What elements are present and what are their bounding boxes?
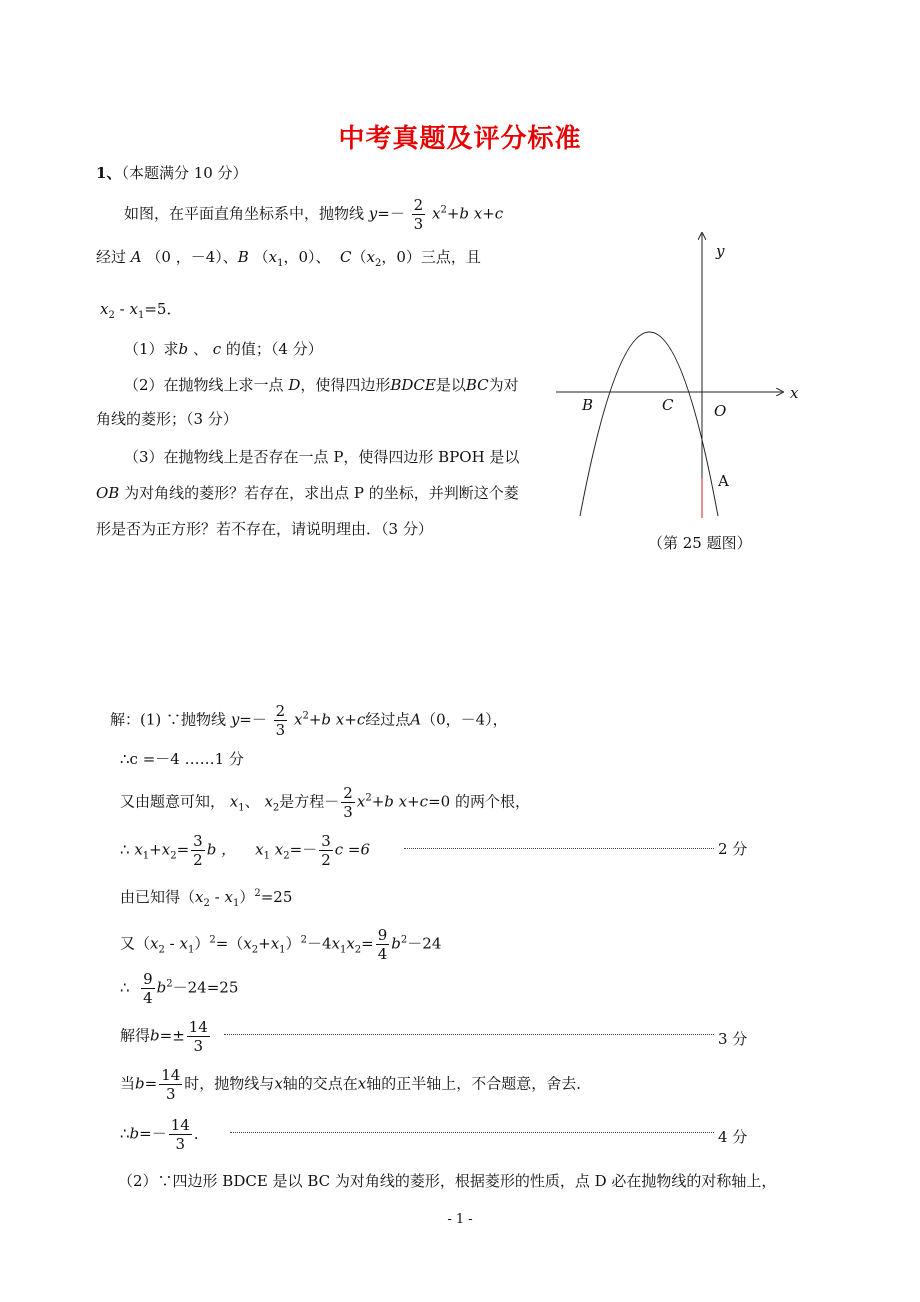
figure-caption: （第 25 题图） <box>648 534 752 552</box>
score-3: 3 分 <box>718 1030 748 1048</box>
score-leader-4 <box>230 1132 714 1133</box>
question-part-3-cont: OB 为对角线的菱形？若存在，求出点 P 的坐标，并判断这个菱 <box>96 484 519 502</box>
point-a-label: A <box>718 472 729 490</box>
parabola-graph <box>552 228 790 528</box>
score-leader-2 <box>404 848 714 849</box>
fraction-two-thirds: $\frac{2}{3}$ <box>413 196 424 233</box>
parabola-figure <box>552 228 799 528</box>
score-4: 4 分 <box>718 1128 748 1146</box>
question-part-2: （2）在抛物线上求一点 D，使得四边形BDCE是以BC为对 <box>124 376 519 394</box>
solution-line-3: 又由题意可知， $x_1$、 $x_2$是方程－ $\frac{2}{3}$ $x^2+b$ x+c=0 的两个根， <box>120 784 530 821</box>
parabola-curve <box>580 332 718 516</box>
question-points-line: 经过 A （0 ，－4）、B （$x_1$，0）、 $C(x_2$，0）三点，且 <box>96 248 481 269</box>
solution-line-1: 解：(1) ∵抛物线 y=－ $\frac{2}{3}$ $x^2+b$ x+c经过点A（0，－4）， <box>110 702 508 739</box>
question-part-3: （3）在抛物线上是否存在一点 P，使得四边形 BPOH 是以 <box>124 448 520 466</box>
origin-label: O <box>714 402 727 420</box>
x-axis-label: x <box>790 384 799 402</box>
page-number: - 1 - <box>447 1212 473 1227</box>
question-header <box>96 162 248 183</box>
question-part-3-end: 形是否为正方形？若不存在，请说明理由．（3 分） <box>96 520 433 538</box>
question-part-1: （1）求b 、 c 的值；（4 分） <box>124 340 323 358</box>
solution-line-6: 又$(x_2 - x_1)^2=(x_2+x_1)^2-4x_1x_2=$ $\frac{9}{4}$ $b^2-24$ <box>120 926 442 963</box>
solution-line-7: ∴ $\frac{9}{4}$ $b^2-24=25$ <box>120 970 239 1007</box>
solution-line-11: （2）∵四边形 BDCE 是以 BC 为对角线的菱形，根据菱形的性质，点 D 必在抛物线的对称轴上， <box>118 1172 777 1190</box>
question-intro: 如图，在平面直角坐标系中，抛物线 y=－ $\frac{2}{3}$ $x^2+b$ x+c <box>124 196 504 233</box>
solution-line-5: 由已知得$(x_2 - x_1)^2=25$ <box>120 888 293 909</box>
question-condition: $x_2 - x_1=5$． <box>100 300 182 321</box>
solution-line-4: ∴ $x_1+x_2=$ $\frac{3}{2}$ b ， $x_1$ $x_2=-$ $\frac{3}{2}$ c =6 <box>120 832 371 869</box>
solution-line-9: 当b= $\frac{14}{3}$ 时，抛物线与x轴的交点在x轴的正半轴上，不合题意，舍去． <box>120 1066 592 1103</box>
solution-line-2: ∴c =－4 ……1 分 <box>120 750 244 768</box>
page-title: 中考真题及评分标准 <box>338 124 582 154</box>
question-number: 1、 <box>96 164 122 182</box>
point-b-label: B <box>582 396 594 414</box>
score-2: 2 分 <box>718 840 748 858</box>
y-axis-label: y <box>716 242 725 260</box>
question-part-2-cont: 角线的菱形；（3 分） <box>96 410 238 428</box>
solution-line-10: ∴b=－ $\frac{14}{3}$ ． <box>120 1116 209 1153</box>
solution-line-8: 解得b=± $\frac{14}{3}$ <box>120 1018 208 1055</box>
score-leader-3 <box>224 1034 714 1035</box>
point-c-label: C <box>662 396 674 414</box>
question-points: （本题满分 10 分） <box>121 164 248 182</box>
